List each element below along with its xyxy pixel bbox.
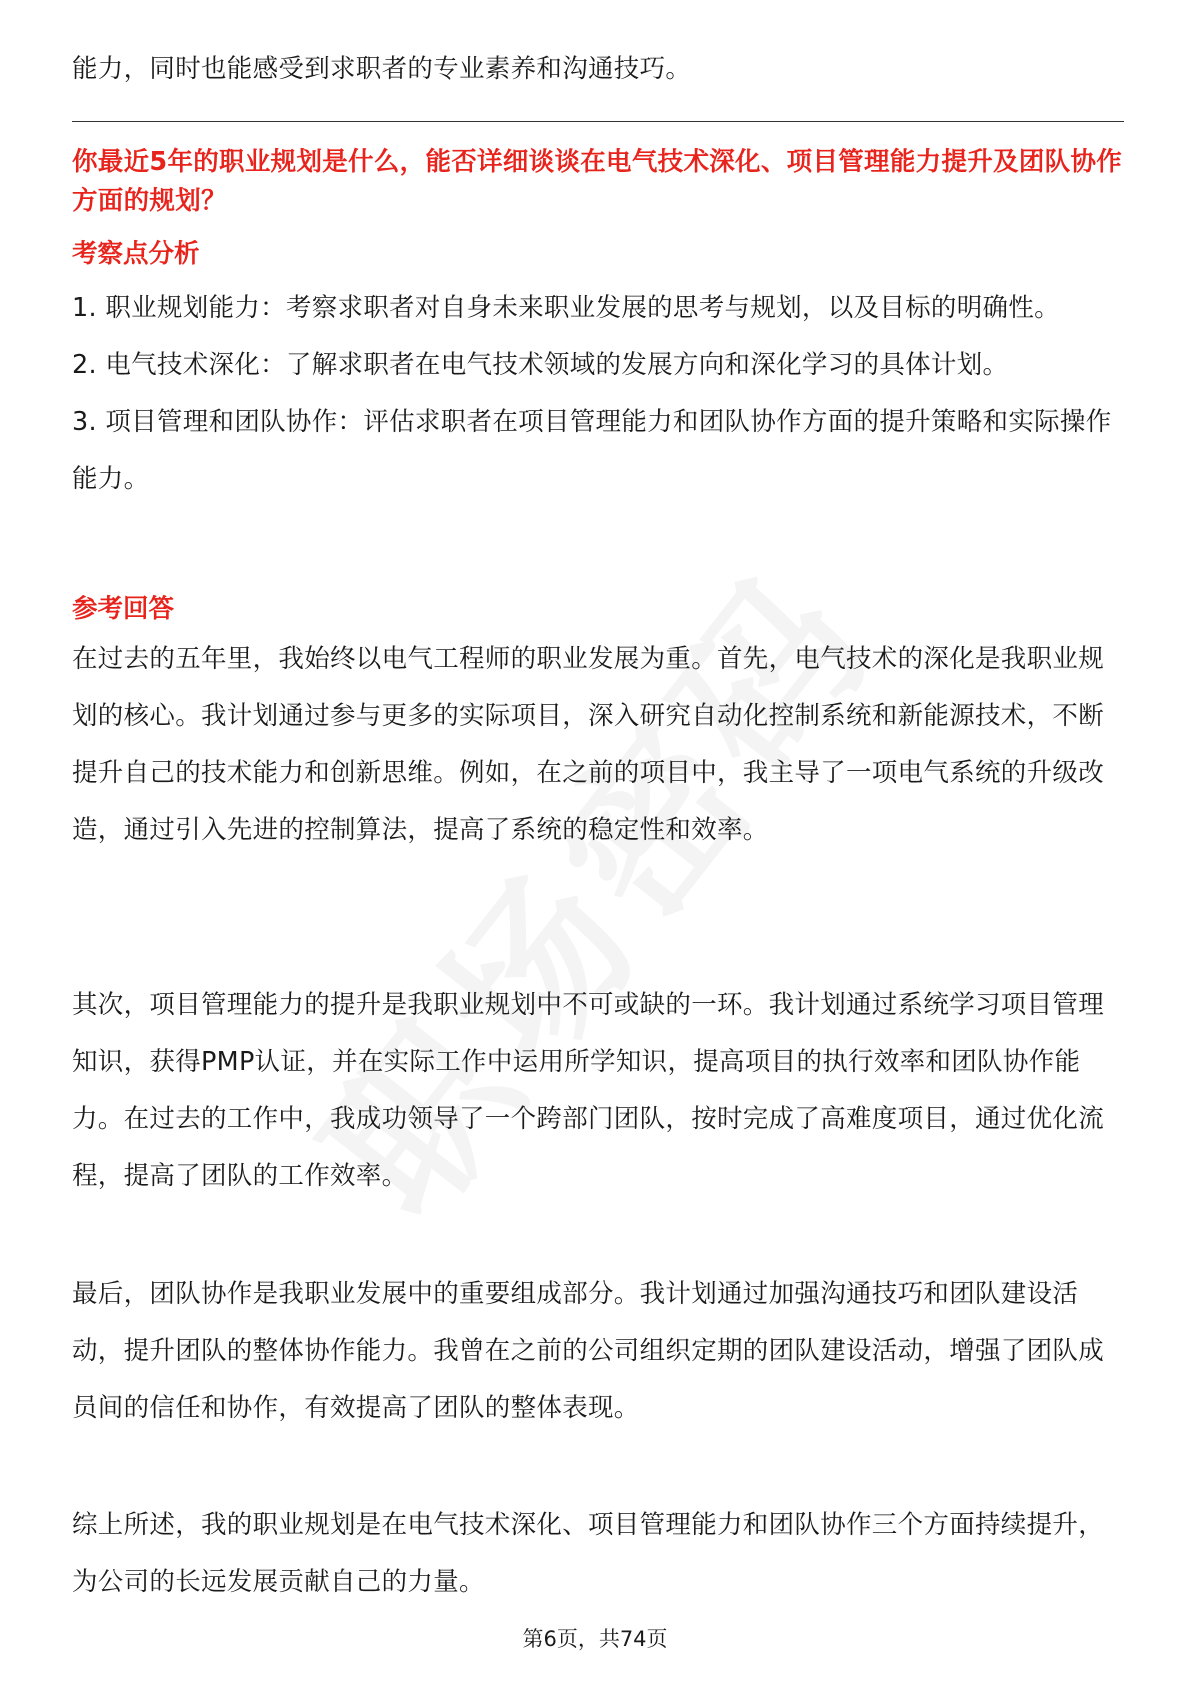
answer-paragraph: 在过去的五年里，我始终以电气工程师的职业发展为重。首先，电气技术的深化是我职业规划的核心。我计划通过参与更多的实际项目，深入研究自动化控制系统和新能源技术，不断提升自己的技术能力和创新思维。例如，在之前的项目中，我主导了一项电气系统的升级改造，通过引入先进的控制算法，提高了系统的稳定性和效率。 bbox=[72, 644, 1105, 845]
analysis-item: 3. 项目管理和团队协作：评估求职者在项目管理能力和团队协作方面的提升策略和实际操作能力。 bbox=[72, 407, 1112, 494]
answer-heading: 参考回答 bbox=[72, 594, 175, 624]
analysis-item: 2. 电气技术深化：了解求职者在电气技术领域的发展方向和深化学习的具体计划。 bbox=[72, 350, 1009, 380]
answer-paragraph: 综上所述，我的职业规划是在电气技术深化、项目管理能力和团队协作三个方面持续提升，为公司的长远发展贡献自己的力量。 bbox=[72, 1510, 1105, 1597]
section-divider bbox=[72, 121, 1124, 122]
page-number: 第6页，共74页 bbox=[522, 1627, 668, 1651]
question-heading: 你最近5年的职业规划是什么，能否详细谈谈在电气技术深化、项目管理能力提升及团队协作方面的规划？ bbox=[72, 147, 1123, 216]
intro-text: 能力，同时也能感受到求职者的专业素养和沟通技巧。 bbox=[72, 54, 692, 84]
answer-paragraph: 其次，项目管理能力的提升是我职业规划中不可或缺的一环。我计划通过系统学习项目管理知识，获得PMP认证，并在实际工作中运用所学知识，提高项目的执行效率和团队协作能力。在过去的工作中，我成功领导了一个跨部门团队，按时完成了高难度项目，通过优化流程，提高了团队的工作效率。 bbox=[72, 990, 1105, 1191]
analysis-heading: 考察点分析 bbox=[72, 239, 200, 269]
analysis-list bbox=[72, 280, 1124, 508]
analysis-item: 1. 职业规划能力：考察求职者对自身未来职业发展的思考与规划，以及目标的明确性。 bbox=[72, 293, 1060, 323]
answer-paragraph: 最后，团队协作是我职业发展中的重要组成部分。我计划通过加强沟通技巧和团队建设活动，提升团队的整体协作能力。我曾在之前的公司组织定期的团队建设活动，增强了团队成员间的信任和协作，有效提高了团队的整体表现。 bbox=[72, 1279, 1105, 1423]
